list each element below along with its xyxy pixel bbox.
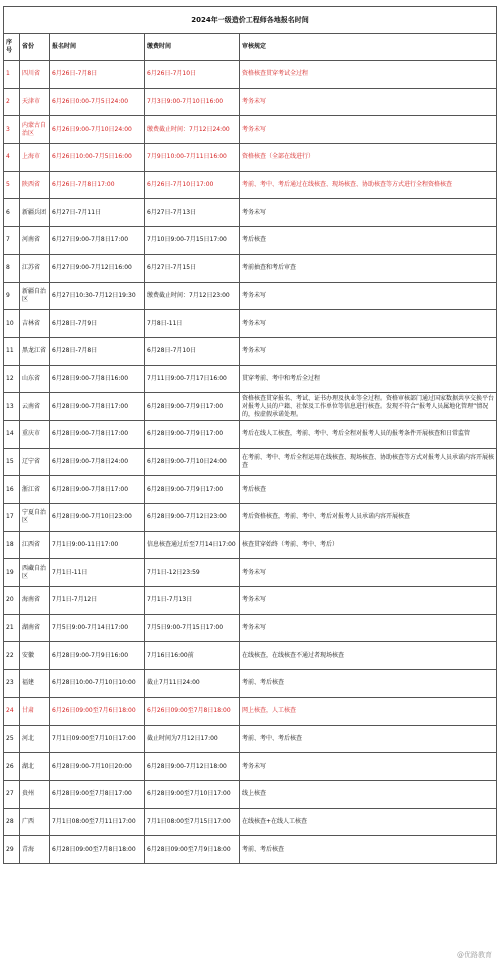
header-pay-time: 缴费时间 xyxy=(145,34,240,61)
row-reg-time: 6月28日9:00至7月8日17:00 xyxy=(50,780,145,808)
watermark: @优路教育 xyxy=(457,951,492,959)
table-row xyxy=(4,448,497,476)
table-row xyxy=(4,476,497,504)
row-review-rule: 考前、考后核查 xyxy=(240,670,497,698)
row-review-rule: 考务未写 xyxy=(240,337,497,365)
row-no: 20 xyxy=(4,587,20,615)
row-reg-time: 6月28日10:00-7月10日10:00 xyxy=(50,670,145,698)
row-no: 26 xyxy=(4,753,20,781)
row-reg-time: 6月28日09:00至7月8日18:00 xyxy=(50,836,145,864)
row-review-rule: 考前、考中、考后核查 xyxy=(240,725,497,753)
row-review-rule: 在线核查，在线核查不通过者现场核查 xyxy=(240,642,497,670)
row-pay-time: 6月28日09:00至7月9日18:00 xyxy=(145,836,240,864)
row-reg-time: 6月28日-7月9日 xyxy=(50,310,145,338)
row-no: 10 xyxy=(4,310,20,338)
row-no: 15 xyxy=(4,448,20,476)
row-province: 安徽 xyxy=(20,642,50,670)
row-review-rule: 资格核查（全部在线进行） xyxy=(240,144,497,172)
row-no: 11 xyxy=(4,337,20,365)
header-no: 序号 xyxy=(4,34,20,61)
row-review-rule: 考务未写 xyxy=(240,753,497,781)
row-province: 甘肃 xyxy=(20,697,50,725)
row-review-rule: 考务未写 xyxy=(240,199,497,227)
row-pay-time: 6月28日9:00-7月12日18:00 xyxy=(145,753,240,781)
row-reg-time: 7月1日09:00至7月10日17:00 xyxy=(50,725,145,753)
row-province: 青海 xyxy=(20,836,50,864)
table-row xyxy=(4,725,497,753)
row-review-rule: 考务未写 xyxy=(240,559,497,587)
row-province: 内蒙古自治区 xyxy=(20,116,50,144)
table-row xyxy=(4,144,497,172)
row-pay-time: 截止时间为7月12日17:00 xyxy=(145,725,240,753)
row-no: 5 xyxy=(4,171,20,199)
row-reg-time: 6月28日9:00-7月8日16:00 xyxy=(50,365,145,393)
row-no: 22 xyxy=(4,642,20,670)
row-review-rule: 考后在线人工核查，考前、考中、考后全程对报考人员的报考条件开展核查和日常监管 xyxy=(240,420,497,448)
row-pay-time: 6月28日9:00-7月9日17:00 xyxy=(145,476,240,504)
row-pay-time: 7月1日08:00至7月15日17:00 xyxy=(145,808,240,836)
row-pay-time: 6月28日9:00-7月9日17:00 xyxy=(145,420,240,448)
row-no: 18 xyxy=(4,531,20,559)
table-row xyxy=(4,420,497,448)
table-row xyxy=(4,116,497,144)
row-review-rule: 核查贯穿始终（考前、考中、考后） xyxy=(240,531,497,559)
row-review-rule: 在线核查+在线人工核查 xyxy=(240,808,497,836)
table-body xyxy=(4,61,497,864)
row-pay-time: 6月26日-7月10日 xyxy=(145,61,240,89)
row-pay-time: 缴费截止时间：7月12日23:00 xyxy=(145,282,240,310)
row-review-rule: 考务未写 xyxy=(240,282,497,310)
row-no: 28 xyxy=(4,808,20,836)
row-province: 新疆自治区 xyxy=(20,282,50,310)
row-no: 4 xyxy=(4,144,20,172)
row-province: 新疆兵团 xyxy=(20,199,50,227)
row-reg-time: 6月28日9:00-7月9日16:00 xyxy=(50,642,145,670)
table-row xyxy=(4,808,497,836)
table-row xyxy=(4,227,497,255)
row-province: 西藏自治区 xyxy=(20,559,50,587)
row-review-rule: 贯穿考前、考中和考后全过程 xyxy=(240,365,497,393)
row-pay-time: 7月9日10:00-7月11日16:00 xyxy=(145,144,240,172)
row-no: 1 xyxy=(4,61,20,89)
row-province: 天津市 xyxy=(20,88,50,116)
table-row xyxy=(4,559,497,587)
row-pay-time: 6月28日9:00至7月10日17:00 xyxy=(145,780,240,808)
table-row xyxy=(4,88,497,116)
row-pay-time: 6月28日9:00-7月12日23:00 xyxy=(145,504,240,532)
row-review-rule: 考前、考中、考后通过在线核查、现场核查、协助核查等方式进行全程资格核查 xyxy=(240,171,497,199)
table-row xyxy=(4,393,497,421)
row-no: 9 xyxy=(4,282,20,310)
table-row xyxy=(4,365,497,393)
row-review-rule: 考务未写 xyxy=(240,310,497,338)
row-province: 江西省 xyxy=(20,531,50,559)
header-reg-time: 报名时间 xyxy=(50,34,145,61)
row-reg-time: 6月28日9:00-7月8日17:00 xyxy=(50,393,145,421)
row-reg-time: 6月28日9:00-7月8日17:00 xyxy=(50,420,145,448)
row-review-rule: 考后资格核查，考前、考中、考后对报考人员承诺内容开展核查 xyxy=(240,504,497,532)
row-review-rule: 考务未写 xyxy=(240,116,497,144)
row-reg-time: 6月28日9:00-7月8日17:00 xyxy=(50,476,145,504)
table-row xyxy=(4,614,497,642)
row-province: 广西 xyxy=(20,808,50,836)
table-row xyxy=(4,670,497,698)
row-reg-time: 6月26日-7月8日 xyxy=(50,61,145,89)
row-review-rule: 考后核查 xyxy=(240,227,497,255)
row-reg-time: 6月26日-7月8日17:00 xyxy=(50,171,145,199)
row-reg-time: 6月26日9:00-7月10日24:00 xyxy=(50,116,145,144)
row-reg-time: 7月1日-11日 xyxy=(50,559,145,587)
table-row xyxy=(4,587,497,615)
table-row xyxy=(4,531,497,559)
row-review-rule: 考务未写 xyxy=(240,587,497,615)
row-province: 江苏省 xyxy=(20,254,50,282)
row-reg-time: 7月5日9:00-7月14日17:00 xyxy=(50,614,145,642)
row-province: 陕西省 xyxy=(20,171,50,199)
title-row xyxy=(4,7,497,34)
row-pay-time: 缴费截止时间：7月12日24:00 xyxy=(145,116,240,144)
row-province: 福建 xyxy=(20,670,50,698)
row-no: 16 xyxy=(4,476,20,504)
row-reg-time: 6月27日9:00-7月12日16:00 xyxy=(50,254,145,282)
row-pay-time: 6月27日-7月15日 xyxy=(145,254,240,282)
row-reg-time: 7月1日-7月12日 xyxy=(50,587,145,615)
table-row xyxy=(4,753,497,781)
row-pay-time: 7月8日-11日 xyxy=(145,310,240,338)
row-review-rule: 考后核查 xyxy=(240,476,497,504)
header-province: 省份 xyxy=(20,34,50,61)
header-review-rule: 审核规定 xyxy=(240,34,497,61)
row-province: 宁夏自治区 xyxy=(20,504,50,532)
row-reg-time: 6月26日09:00至7月6日18:00 xyxy=(50,697,145,725)
row-province: 辽宁省 xyxy=(20,448,50,476)
row-no: 29 xyxy=(4,836,20,864)
row-no: 24 xyxy=(4,697,20,725)
row-pay-time: 截止7月11日24:00 xyxy=(145,670,240,698)
row-no: 17 xyxy=(4,504,20,532)
row-no: 19 xyxy=(4,559,20,587)
row-pay-time: 6月26日-7月10日17:00 xyxy=(145,171,240,199)
row-no: 12 xyxy=(4,365,20,393)
row-reg-time: 6月27日9:00-7月8日17:00 xyxy=(50,227,145,255)
row-review-rule: 网上核查，人工核查 xyxy=(240,697,497,725)
row-no: 25 xyxy=(4,725,20,753)
row-reg-time: 6月27日10:30-7月12日19:30 xyxy=(50,282,145,310)
row-province: 贵州 xyxy=(20,780,50,808)
row-review-rule: 考务未写 xyxy=(240,88,497,116)
row-reg-time: 7月1日9:00-11日17:00 xyxy=(50,531,145,559)
row-province: 云南省 xyxy=(20,393,50,421)
row-no: 2 xyxy=(4,88,20,116)
table-row xyxy=(4,254,497,282)
row-reg-time: 6月27日-7月11日 xyxy=(50,199,145,227)
table-row xyxy=(4,199,497,227)
row-no: 8 xyxy=(4,254,20,282)
row-province: 黑龙江省 xyxy=(20,337,50,365)
row-province: 湖南省 xyxy=(20,614,50,642)
row-pay-time: 6月28日-7月10日 xyxy=(145,337,240,365)
row-review-rule: 考务未写 xyxy=(240,614,497,642)
row-no: 7 xyxy=(4,227,20,255)
row-no: 27 xyxy=(4,780,20,808)
row-pay-time: 6月28日9:00-7月10日24:00 xyxy=(145,448,240,476)
row-reg-time: 6月28日-7月8日 xyxy=(50,337,145,365)
row-pay-time: 7月16日16:00前 xyxy=(145,642,240,670)
row-review-rule: 资格核查贯穿考试全过程 xyxy=(240,61,497,89)
table-row xyxy=(4,171,497,199)
row-review-rule: 考前、考后核查 xyxy=(240,836,497,864)
row-reg-time: 7月1日08:00至7月11日17:00 xyxy=(50,808,145,836)
row-province: 四川省 xyxy=(20,61,50,89)
row-pay-time: 7月1日-7月13日 xyxy=(145,587,240,615)
row-reg-time: 6月28日9:00-7月8日24:00 xyxy=(50,448,145,476)
row-review-rule: 在考前、考中、考后全程运用在线核查、现场核查、协助核查等方式对报考人员承诺内容开展核查 xyxy=(240,448,497,476)
row-province: 上海市 xyxy=(20,144,50,172)
row-pay-time: 7月5日9:00-7月15日17:00 xyxy=(145,614,240,642)
row-reg-time: 6月26日10:00-7月5日16:00 xyxy=(50,144,145,172)
row-province: 湖北 xyxy=(20,753,50,781)
row-pay-time: 信息核查通过后至7月14日17:00 xyxy=(145,531,240,559)
table-row xyxy=(4,504,497,532)
table-row xyxy=(4,836,497,864)
table-row xyxy=(4,337,497,365)
row-reg-time: 6月26日0:00-7月5日24:00 xyxy=(50,88,145,116)
header-row xyxy=(4,34,497,61)
row-pay-time: 7月10日9:00-7月15日17:00 xyxy=(145,227,240,255)
row-no: 13 xyxy=(4,393,20,421)
row-review-rule: 考前抽查和考后审查 xyxy=(240,254,497,282)
row-pay-time: 6月28日9:00-7月9日17:00 xyxy=(145,393,240,421)
table-row xyxy=(4,282,497,310)
row-province: 海南省 xyxy=(20,587,50,615)
row-review-rule: 线上核查 xyxy=(240,780,497,808)
row-no: 23 xyxy=(4,670,20,698)
registration-table xyxy=(3,6,497,864)
row-pay-time: 7月3日9:00-7月10日16:00 xyxy=(145,88,240,116)
table-row xyxy=(4,697,497,725)
row-province: 重庆市 xyxy=(20,420,50,448)
table-row xyxy=(4,780,497,808)
registration-table-sheet xyxy=(3,6,496,864)
row-reg-time: 6月28日9:00-7月10日23:00 xyxy=(50,504,145,532)
table-row xyxy=(4,642,497,670)
row-province: 山东省 xyxy=(20,365,50,393)
row-no: 3 xyxy=(4,116,20,144)
row-pay-time: 6月26日09:00至7月8日18:00 xyxy=(145,697,240,725)
row-province: 河南省 xyxy=(20,227,50,255)
row-no: 21 xyxy=(4,614,20,642)
row-province: 吉林省 xyxy=(20,310,50,338)
row-review-rule: 资格核查贯穿报名、考试、证书办理及执业等全过程。资格审核部门通过国家数据共享交换平台对报考人员的户籍、社保及工作单位等信息进行核查。发现不符合“报考人员属地化管理”情况的，按虚假承诺处理。 xyxy=(240,393,497,421)
row-no: 6 xyxy=(4,199,20,227)
row-pay-time: 7月11日9:00-7月17日16:00 xyxy=(145,365,240,393)
table-title: 2024年一级造价工程师各地报名时间 xyxy=(4,7,497,34)
row-pay-time: 6月27日-7月13日 xyxy=(145,199,240,227)
table-row xyxy=(4,61,497,89)
row-province: 浙江省 xyxy=(20,476,50,504)
table-row xyxy=(4,310,497,338)
row-pay-time: 7月1日-12日23:59 xyxy=(145,559,240,587)
row-province: 河北 xyxy=(20,725,50,753)
row-reg-time: 6月28日9:00-7月10日20:00 xyxy=(50,753,145,781)
row-no: 14 xyxy=(4,420,20,448)
